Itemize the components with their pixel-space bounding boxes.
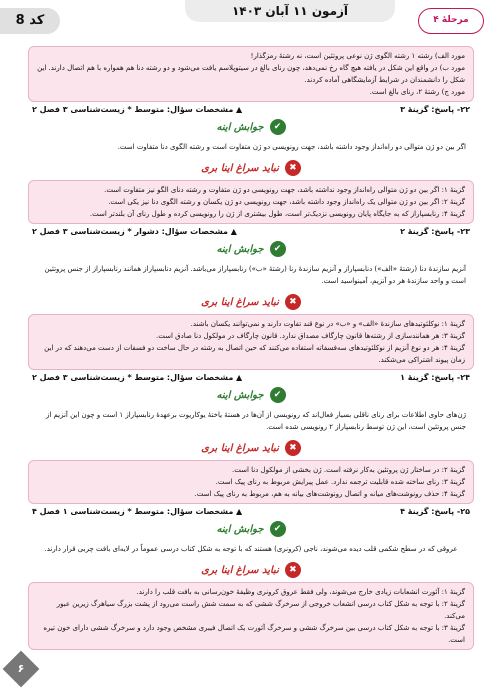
question-spec: ▲ مشخصات سؤال: متوسط * زیست‌شناسی ۱ فصل ۴ — [32, 507, 243, 516]
text-line: گزینهٔ ۳: رنای ساخته شده قابلیت ترجمه ندارد. عمل پیرایش مربوط به رنای پیک است. — [215, 478, 465, 486]
question-spec: ▲ مشخصات سؤال: دشوار * زیست‌شناسی ۳ فصل ۲ — [32, 227, 237, 236]
thumbs-down-icon: ✖ — [285, 440, 301, 456]
exam-code: کد 8 — [0, 8, 60, 34]
correct-answer-badge — [28, 117, 474, 137]
text-line: گزینهٔ ۲: با توجه به شکل کتاب درسی انشعاب خروجی از سرخرگ ششی که به سمت شش راست می‌رود از پشت بزرگ سیاهرگ زیرین عبور می‌کند. — [56, 600, 465, 620]
text-line: عروقی که در سطح شکمی قلب دیده می‌شوند، ناجی (کرونری) هستند که با توجه به شکل کتاب درسی عموماً در لایه‌ای بافت چربی قرار دارند. — [44, 545, 458, 553]
answer-text — [28, 407, 474, 435]
correct-answer-badge — [28, 519, 474, 539]
question-spec: ▲ مشخصات سؤال: متوسط * زیست‌شناسی ۳ فصل ۲ — [32, 105, 243, 114]
text-line: گزینهٔ ۴: حذف رونوشت‌های میانه و اتصال رونوشت‌های بیانه به هم، مربوط به رنای پیک است. — [194, 490, 465, 498]
thumbs-down-icon: ✖ — [285, 562, 301, 578]
answer-label: ۲۳- پاسخ: گزینهٔ ۲ — [400, 227, 470, 236]
text-line: گزینهٔ ۳: با توجه به شکل کتاب درسی بین سرخرگ ششی و سرخرگ آئورت یک اتصال فیبری مشخص وجود دارد و سرخرگ ششی دارای خون تیره است. — [43, 624, 465, 644]
text-line: مورد ج) رشتهٔ ۲، رنای بالغ است. — [369, 88, 465, 96]
text-line: مورد الف) رشته ۱ رشته الگوی ژن نوعی پروتئین است، نه رشتهٔ رمزگذار! — [250, 52, 465, 60]
correct-answer-label: جوابش اینه — [216, 523, 264, 535]
text-line: گزینهٔ ۱: آئورت انشعابات زیادی خارج می‌شوند، ولی فقط عروق کرونری وظیفهٔ خون‌رسانی به بافت قلب را دارند. — [136, 588, 465, 596]
answer-text — [28, 139, 474, 155]
correct-answer-label: جوابش اینه — [216, 243, 264, 255]
thumbs-up-icon: ✔ — [270, 119, 286, 135]
correct-answer-badge — [28, 239, 474, 259]
correct-answer-badge — [28, 385, 474, 405]
thumbs-down-icon: ✖ — [285, 160, 301, 176]
answer-text — [28, 261, 474, 289]
thumbs-up-icon: ✔ — [270, 521, 286, 537]
exam-title: آزمون ۱۱ آبان ۱۴۰۳ — [185, 0, 395, 22]
correct-answer-label: جوابش اینه — [216, 121, 264, 133]
text-line: گزینهٔ ۲: اگر بین دو ژن متوالی یک راه‌انداز وجود داشته باشد، جهت رونویسی دو ژن یکسان و رشته الگوی دنا نیز یکی است. — [108, 198, 465, 206]
question-answer-line — [28, 507, 474, 516]
question-answer-line — [28, 373, 474, 382]
text-line: گزینهٔ ۱: نوکلئوتیدهای سازندهٔ «الف» و «ب» در نوع قند تفاوت دارند و نمی‌توانند یکسان باشند. — [190, 320, 465, 328]
explanation-box — [28, 180, 474, 224]
wrong-options-label: نباید سراغ اینا بری — [201, 296, 279, 308]
wrong-options-label: نباید سراغ اینا بری — [201, 564, 279, 576]
explanation-box — [28, 314, 474, 370]
text-line: آنزیم سازندهٔ دنا (رشتهٔ «الف») دنابسپاراز و آنزیم سازندهٔ رنا (رشتهٔ «ب») رنابسپاراز می‌باشد. آنزیم دنابسپاراز همانند رنابسپاراز از جنس پروتئین است و واحد سازندهٔ هر دو آنزیم، آمینواسید است. — [44, 265, 466, 285]
text-line: گزینهٔ ۲: در ساختار ژن پروتئین به‌کار نرفته است. ژن بخشی از مولکول دنا است. — [232, 466, 465, 474]
text-line: مورد ب) در واقع این شکل در یافته هیچ گاه رخ نمی‌دهد، چون رنای بالغ در سیتوپلاسم یافت می‌شود و دو رشته دنا هم همواره با هم اتصال دارند. این شکل را دانشمندان در شرایط آزمایشگاهی آماده کردند. — [37, 64, 465, 84]
page-header — [0, 0, 490, 42]
wrong-options-badge — [28, 292, 474, 312]
explanation-box — [28, 460, 474, 504]
answer-content — [28, 46, 474, 650]
thumbs-up-icon: ✔ — [270, 387, 286, 403]
wrong-options-label: نباید سراغ اینا بری — [201, 162, 279, 174]
text-line: گزینهٔ ۴: رنابسپاراز که به جایگاه پایان رونویسی نزدیک‌تر است، طول بیشتری از ژن را رونویسی کرده و طول رنای آن بلندتر است. — [89, 210, 465, 218]
correct-answer-label: جوابش اینه — [216, 389, 264, 401]
answer-label: ۲۲- پاسخ: گزینهٔ ۳ — [400, 105, 470, 114]
stage-label: مرحلهٔ ۴ — [418, 8, 484, 34]
text-line: گزینهٔ ۱: اگر بین دو ژن متوالی راه‌انداز وجود نداشته باشد، جهت رونویسی دو ژن متفاوت و رشته دنای الگو نیز متفاوت است. — [104, 186, 465, 194]
text-line: گزینهٔ ۴: هر دو نوع آنزیم از نوکلئوتیدهای سه‌فسفاته استفاده می‌کنند که حین اتصال به رشته در حال ساخت دو فسفات از دست می‌دهند که در این زمان پیوند اشتراکی می‌شکند. — [44, 344, 465, 364]
text-line: ژن‌های حاوی اطلاعات برای رنای ناقلی بسیار فعال‌اند که رونویسی از آن‌ها در هستهٔ یاختهٔ یوکاریوت برعهدهٔ رنابسپاراز ۱ است و چون این آنزیم از جنس پروتئین است، این ژن توسط رنابسپاراز ۲ رونویسی شده است. — [45, 411, 466, 431]
explanation-box — [28, 46, 474, 102]
thumbs-down-icon: ✖ — [285, 294, 301, 310]
wrong-options-badge — [28, 560, 474, 580]
wrong-options-label: نباید سراغ اینا بری — [201, 442, 279, 454]
question-answer-line — [28, 105, 474, 114]
question-spec: ▲ مشخصات سؤال: متوسط * زیست‌شناسی ۳ فصل ۲ — [32, 373, 243, 382]
thumbs-up-icon: ✔ — [270, 241, 286, 257]
explanation-box — [28, 582, 474, 650]
answer-label: ۲۵- پاسخ: گزینهٔ ۴ — [400, 507, 470, 516]
question-answer-line — [28, 227, 474, 236]
text-line: گزینهٔ ۳: هر همانندسازی از رشته‌ها قانون چارگاف مصداق ندارد. قانون چارگاف در مولکول دنا صادق است. — [156, 332, 465, 340]
answer-label: ۲۴- پاسخ: گزینهٔ ۱ — [400, 373, 470, 382]
wrong-options-badge — [28, 438, 474, 458]
wrong-options-badge — [28, 158, 474, 178]
text-line: اگر بین دو ژن متوالی دو راه‌انداز وجود داشته باشد، جهت رونویسی دو ژن متفاوت است و رشته الگوی دنا متفاوت است. — [117, 143, 466, 151]
page-number: ۶ — [17, 662, 25, 675]
answer-text — [28, 541, 474, 557]
